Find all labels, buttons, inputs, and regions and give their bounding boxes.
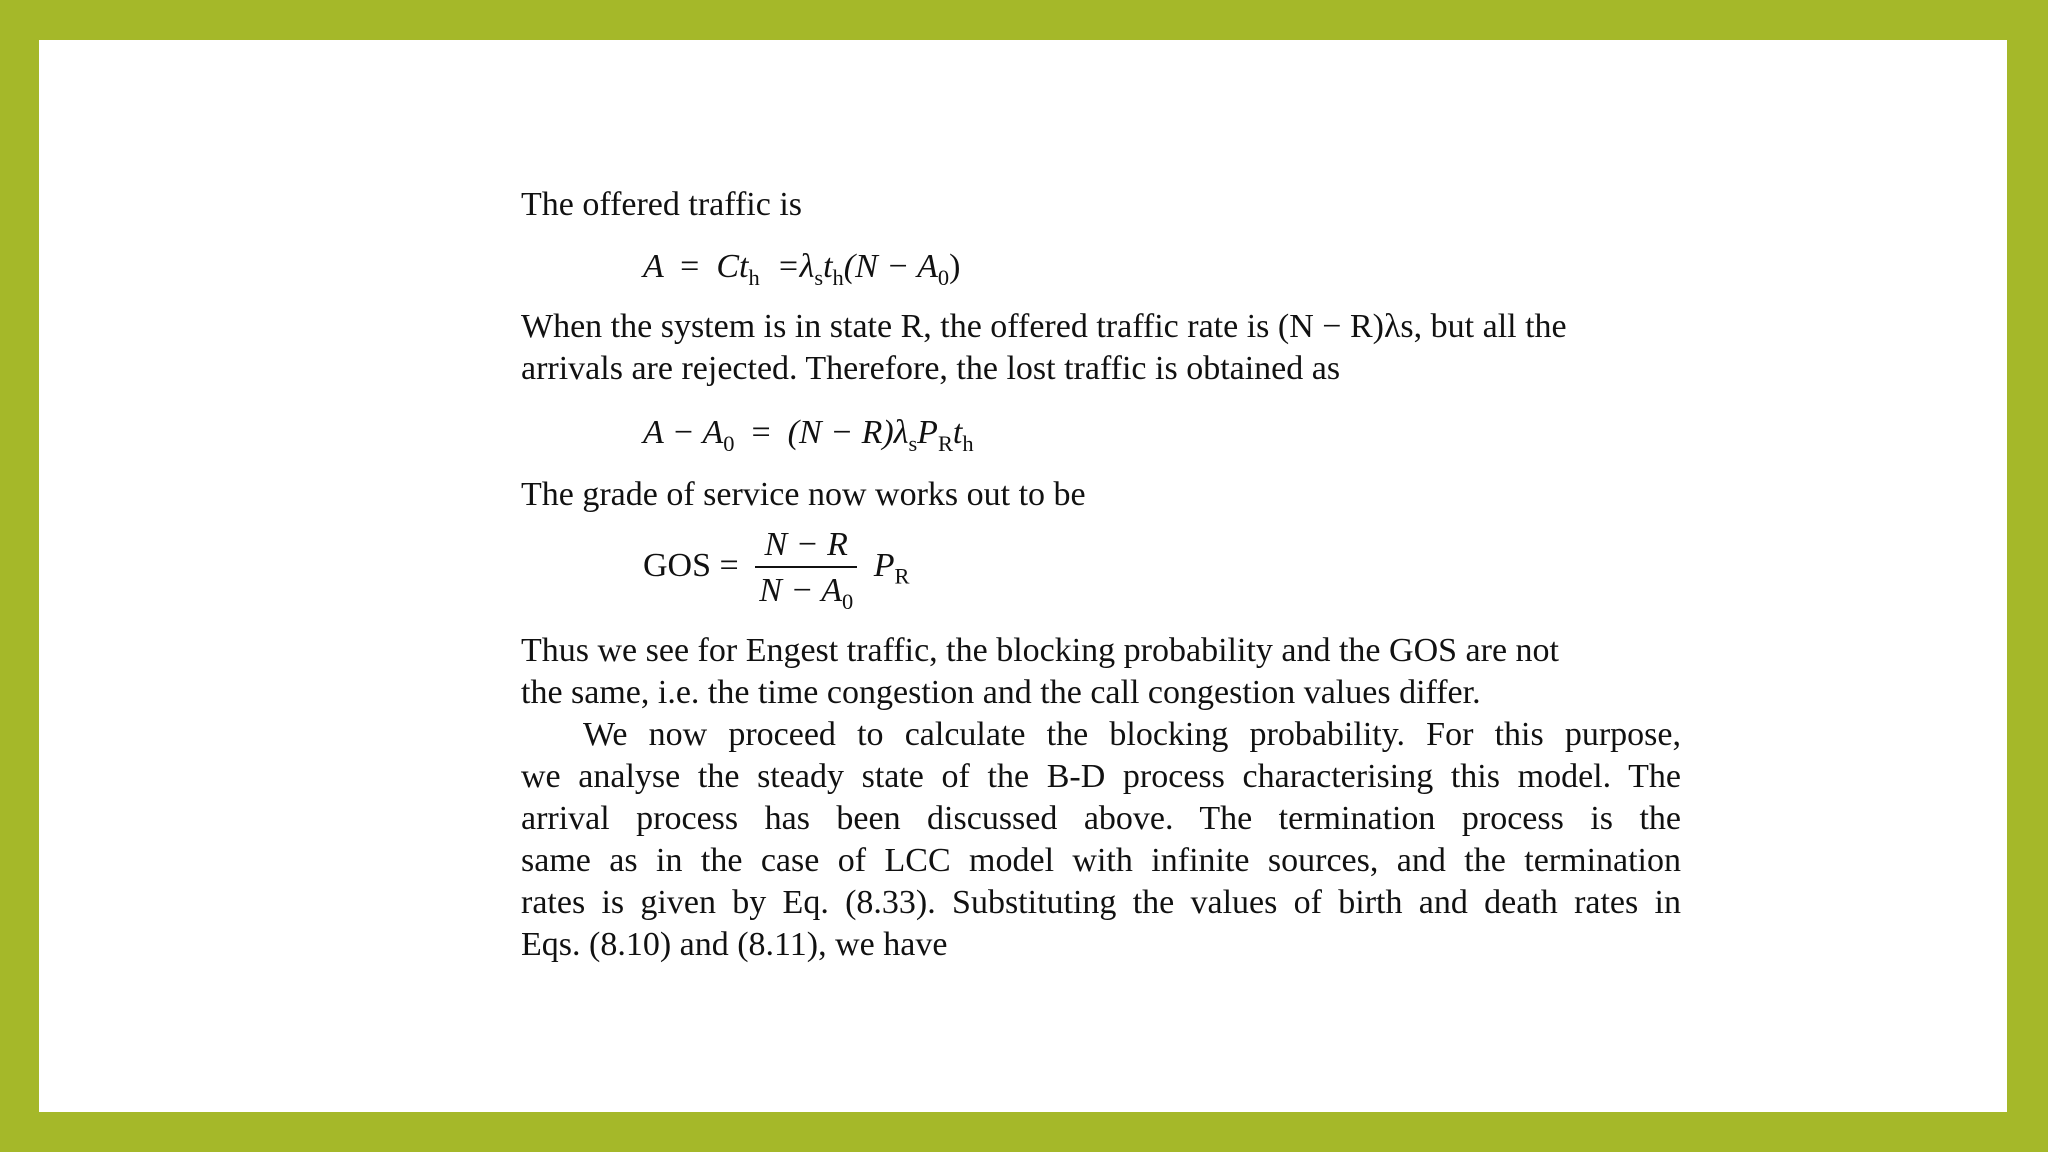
paragraph-line: arrival process has been discussed above. The termination process is the	[521, 800, 1681, 837]
equation-offered-traffic: $A = Ct_h =\lambda_st_h(N - A_0)$	[643, 248, 961, 290]
gos-denominator: $N - A_0$	[759, 572, 854, 614]
equation-gos: GOS = $\frac{N - R}{N - A_0}$ $P_R$	[643, 526, 910, 614]
paragraph-engest-line-2: the same, i.e. the time congestion and the call congestion values differ.	[521, 674, 1481, 711]
text-page	[521, 140, 1681, 966]
equation-lost-traffic: $A - A_0 = (N - R)\lambda_sP_Rt_h$	[643, 414, 974, 456]
gos-fraction	[755, 526, 857, 614]
paragraph-line: we analyse the steady state of the B-D process characterising this model. The	[521, 758, 1681, 795]
gos-intro-text: The grade of service now works out to be	[521, 476, 1086, 513]
intro-text: The offered traffic is	[521, 186, 802, 223]
slide	[39, 40, 2007, 1112]
paragraph-state-r-line-1: When the system is in state R, the offered traffic rate is (N − R)λs, but all the	[521, 308, 1567, 345]
paragraph-line: We now proceed to calculate the blocking probability. For this purpose,	[583, 716, 1681, 753]
paragraph-engest-line-1: Thus we see for Engest traffic, the blocking probability and the GOS are not	[521, 632, 1559, 669]
paragraph-blocking-probability	[521, 714, 1681, 966]
paragraph-state-r-line-2: arrivals are rejected. Therefore, the lost traffic is obtained as	[521, 350, 1341, 387]
paragraph-line: rates is given by Eq. (8.33). Substituting the values of birth and death rates in	[521, 884, 1681, 921]
paragraph-line: same as in the case of LCC model with infinite sources, and the termination	[521, 842, 1681, 879]
gos-numerator: N − R	[755, 526, 857, 568]
paragraph-line-last: Eqs. (8.10) and (8.11), we have	[521, 926, 948, 963]
